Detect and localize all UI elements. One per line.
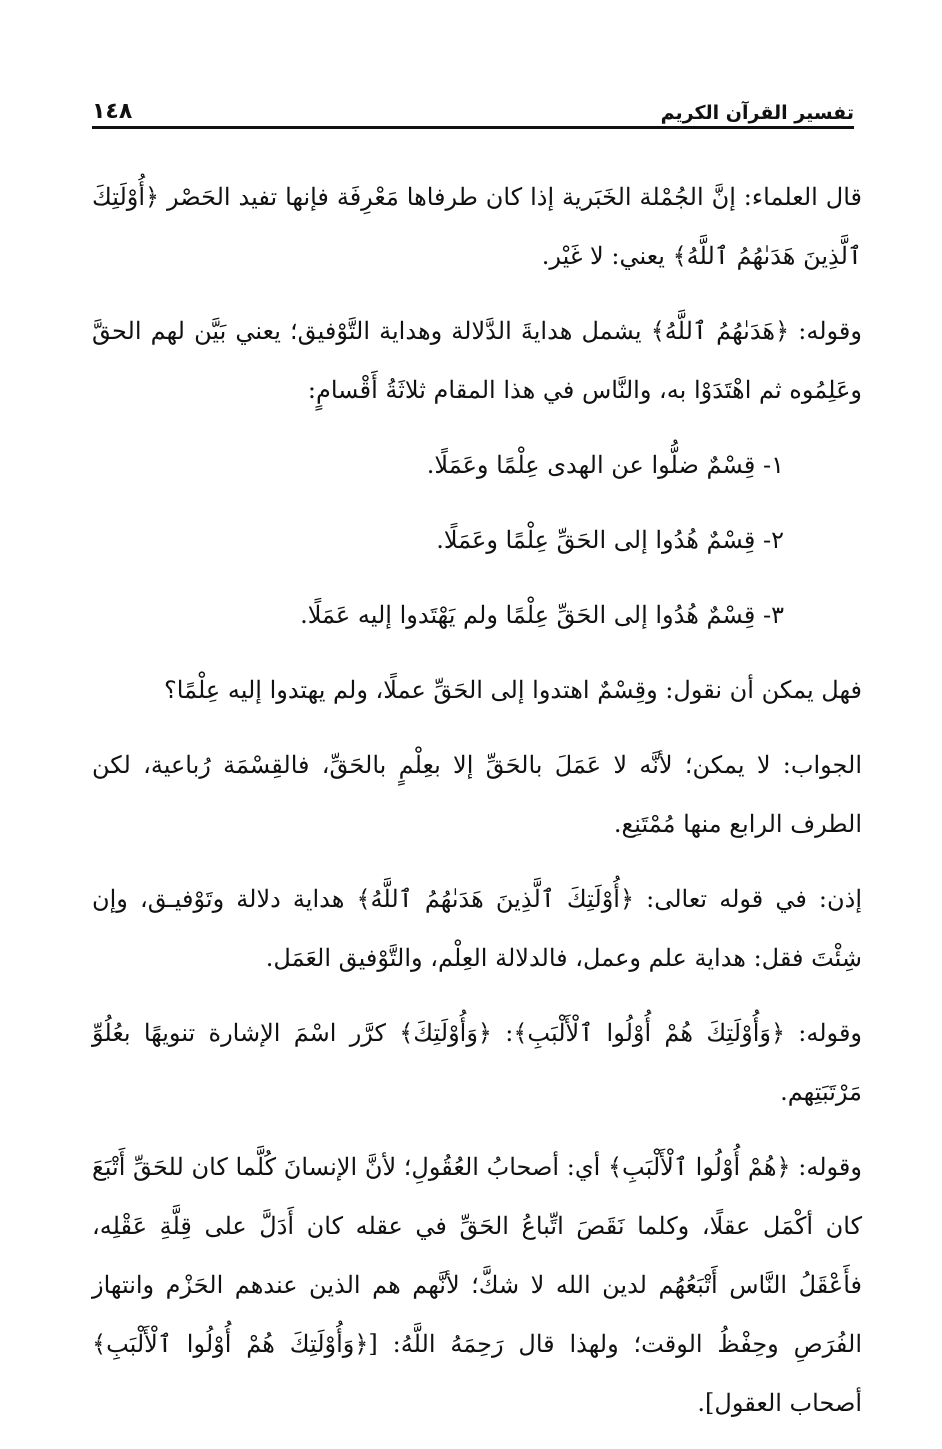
page-number: ١٤٨ bbox=[92, 99, 133, 124]
paragraph-question: فهل يمكن أن نقول: وقِسْمٌ اهتدوا إلى الحَقِّ عملًا، ولم يهتدوا إليه عِلْمًا؟ bbox=[164, 676, 862, 704]
paragraph-olul-albab: وقوله: ﴿هُمْ أُوْلُوا ٱلْأَلْبَبِ﴾ أي: أصحابُ العُقُولِ؛ لأنَّ الإنسانَ كُلَّما كان للحَقِّ أَتْبَعَ كان أكْمَل عقلًا، وكلما نَقَصَ اتِّباعُ الحَقِّ في عقله كان أَدَلَّ على قِلَّةِ عَقْلِه، فأَعْقَلُ النَّاس أَتْبَعُهُم لدين الله لا شكَّ؛ لأنَّهم هم الذين عندهم الحَزْم وانتهاز الفُرَصِ وحِفْظُ الوقت؛ ولهذا قال رَحِمَهُ اللَّهُ: [﴿وَأُوْلَتِكَ هُمْ أُوْلُوا ٱلْأَلْبَبِ﴾ أصحاب العقول]. bbox=[92, 1153, 862, 1417]
list-item-3: ٣- قِسْمٌ هُدُوا إلى الحَقِّ عِلْمًا ولم يَهْتَدوا إليه عَمَلًا. bbox=[300, 601, 784, 629]
running-title: تفسير القرآن الكريم bbox=[660, 102, 854, 124]
paragraph-hidaya: وقوله: ﴿هَدَىٰهُمُ ٱللَّهُ﴾ يشمل هدايةَ الدَّلالة وهداية التَّوْفيق؛ يعني بَيَّن لهم الحقَّ وعَلِمُوه ثم اهْتَدَوْا به، والنَّاس في هذا المقام ثلاثَةُ أَقْسامٍ: bbox=[92, 317, 862, 404]
paragraph-hasr: قال العلماء: إنَّ الجُمْلة الخَبَرية إذا كان طرفاها مَعْرِفَة فإنها تفيد الحَصْر ﴿أُوْلَتِكَ ٱلَّذِينَ هَدَىٰهُمُ ٱللَّهُ﴾ يعني: لا غَيْر. bbox=[92, 183, 862, 270]
paragraph-conclusion: إذن: في قوله تعالى: ﴿أُوْلَتِكَ ٱلَّذِينَ هَدَىٰهُمُ ٱللَّهُ﴾ هداية دلالة وتَوْفيـق، وإن شِئْتَ فقل: هداية علم وعمل، فالدلالة العِلْم، والتَّوْفيق العَمَل. bbox=[92, 885, 862, 972]
header-rule bbox=[92, 126, 854, 129]
page-header bbox=[92, 90, 854, 124]
paragraph-olaika: وقوله: ﴿وَأُوْلَتِكَ هُمْ أُوْلُوا ٱلْأَلْبَبِ﴾: ﴿وَأُوْلَتِكَ﴾ كرَّر اسْمَ الإشارة تنويهًا بعُلُوِّ مَرْتَبَتِهم. bbox=[92, 1019, 862, 1106]
list-item-2: ٢- قِسْمٌ هُدُوا إلى الحَقِّ عِلْمًا وعَمَلًا. bbox=[436, 526, 784, 554]
paragraph-answer: الجواب: لا يمكن؛ لأنَّه لا عَمَلَ بالحَقِّ إلا بعِلْمٍ بالحَقِّ، فالقِسْمَة رُباعية، لكن الطرف الرابع منها مُمْتَنِع. bbox=[92, 751, 862, 838]
page-body bbox=[92, 168, 862, 1449]
list-item-1: ١- قِسْمٌ ضلُّوا عن الهدى عِلْمًا وعَمَلًا. bbox=[426, 451, 784, 479]
